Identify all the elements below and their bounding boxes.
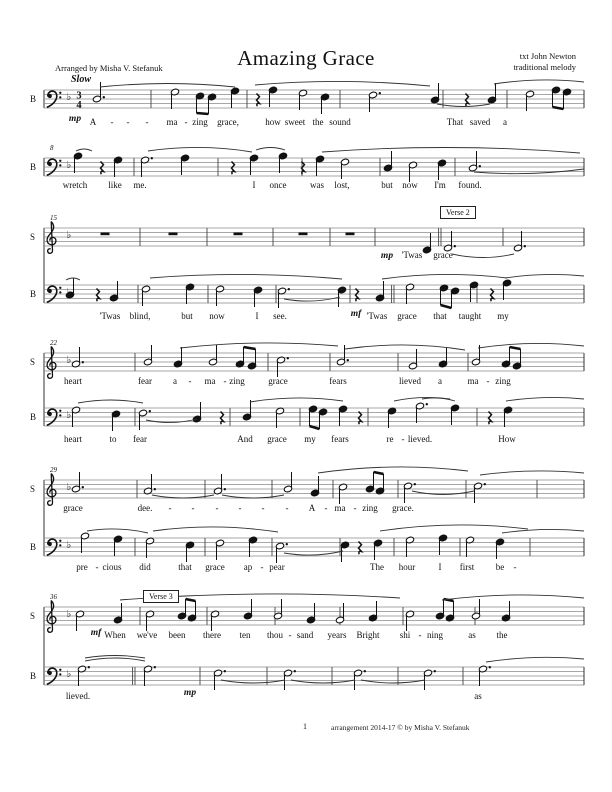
lyric-syllable: we've [136, 630, 158, 640]
lyric-syllable: ma [166, 117, 178, 127]
lyric-syllable: me. [133, 180, 147, 190]
lyric-syllable: grace [63, 503, 83, 513]
lyric-syllable: - [288, 630, 292, 640]
flat-sign: ♭ [66, 540, 72, 551]
lyric-syllable: grace. [392, 503, 414, 513]
lyric-syllable: pear [269, 562, 285, 572]
lyric-syllable: taught [458, 311, 482, 321]
verse-label: Verse 3 [143, 590, 179, 603]
lyric-syllable: thou [266, 630, 284, 640]
lyric-syllable: how [265, 117, 281, 127]
lyric-syllable: fear [138, 376, 152, 386]
staff-label: B [30, 542, 37, 552]
staff-label: B [30, 94, 37, 104]
lyric-syllable: - [353, 503, 357, 513]
lyric-syllable: hour [398, 562, 416, 572]
dynamic-marking: mp [183, 688, 197, 698]
lyric-syllable: I [252, 180, 256, 190]
lyric-syllable: fear [133, 434, 147, 444]
lyric-syllable: A [89, 117, 97, 127]
measure-number: 36 [50, 593, 57, 601]
lyric-syllable: - [110, 117, 114, 127]
lyric-syllable: like [108, 180, 122, 190]
lyric-syllable: but [181, 311, 193, 321]
staff-label: B [30, 412, 37, 422]
lyric-syllable: ma [467, 376, 479, 386]
copyright-footer: arrangement 2014-17 © by Misha V. Stefanuk [331, 723, 470, 732]
lyric-syllable: wretch [62, 180, 88, 190]
lyric-syllable: zing [362, 503, 378, 513]
flat-sign: ♭ [66, 482, 72, 493]
lyric-syllable: ning [426, 630, 444, 640]
lyric-syllable: I [255, 311, 259, 321]
lyric-syllable: to [109, 434, 117, 444]
lyric-syllable: When [104, 630, 126, 640]
dynamic-marking: mp [68, 114, 82, 124]
staff-label: S [30, 232, 36, 242]
arranger-credit: Arranged by Misha V. Stefanuk [55, 63, 163, 73]
lyric-syllable: heart [64, 434, 82, 444]
measure-number: 15 [50, 214, 57, 222]
time-signature-numerator: 3 [76, 90, 82, 102]
lyric-syllable: my [497, 311, 509, 321]
lyric-syllable: 'Twas [366, 311, 388, 321]
lyric-syllable: grace, [217, 117, 239, 127]
staff-label: S [30, 484, 36, 494]
lyric-syllable: zing [229, 376, 245, 386]
lyric-syllable: That [446, 117, 464, 127]
time-signature-denominator: 4 [76, 99, 82, 111]
lyric-syllable: - [418, 630, 422, 640]
dynamic-marking: mf [350, 309, 362, 319]
lyric-syllable: zing [495, 376, 511, 386]
lyric-syllable: lieved. [407, 434, 433, 444]
lyric-syllable: - [513, 562, 517, 572]
lyric-syllable: grace [397, 311, 417, 321]
lyric-syllable: re [386, 434, 394, 444]
lyric-syllable: - [260, 562, 264, 572]
lyric-syllable: the [496, 630, 508, 640]
lyric-syllable: - [486, 376, 490, 386]
lyric-syllable: grace [205, 562, 225, 572]
lyric-syllable: sweet [284, 117, 306, 127]
flat-sign: ♭ [66, 92, 72, 103]
lyric-syllable: - [191, 503, 195, 513]
lyric-syllable: - [168, 503, 172, 513]
lyric-syllable: ap [243, 562, 253, 572]
tempo-marking: Slow [71, 74, 92, 85]
measure-number: 29 [50, 466, 57, 474]
staff-label: B [30, 162, 37, 172]
lyric-syllable: the [312, 117, 324, 127]
verse-label: Verse 2 [440, 206, 476, 219]
lyric-syllable: heart [64, 376, 82, 386]
lyric-syllable: - [401, 434, 405, 444]
lyric-syllable: ma [204, 376, 216, 386]
lyric-syllable: 'Twas [401, 250, 423, 260]
lyric-syllable: was [310, 180, 324, 190]
dynamic-marking: mp [380, 251, 394, 261]
lyric-syllable: pre [76, 562, 88, 572]
flat-sign: ♭ [66, 609, 72, 620]
staff-label: S [30, 357, 36, 367]
lyric-syllable: zing [192, 117, 208, 127]
page-number: 1 [303, 722, 307, 731]
lyric-syllable: - [215, 503, 219, 513]
flat-sign: ♭ [66, 410, 72, 421]
credit-melody: traditional melody [513, 62, 576, 72]
lyric-syllable: I [438, 562, 442, 572]
lyric-syllable: grace [433, 250, 453, 260]
lyric-syllable: a [173, 376, 177, 386]
lyric-syllable: - [126, 117, 130, 127]
lyric-syllable: The [370, 562, 384, 572]
lyric-syllable: fears [331, 434, 349, 444]
lyric-syllable: - [188, 376, 192, 386]
lyric-syllable: blind, [129, 311, 151, 321]
lyric-syllable: - [223, 376, 227, 386]
lyric-syllable: - [145, 117, 149, 127]
staff-label: B [30, 289, 37, 299]
lyric-syllable: ma [334, 503, 346, 513]
lyric-syllable: shi [399, 630, 411, 640]
flat-sign: ♭ [66, 669, 72, 680]
lyric-syllable: lost, [334, 180, 350, 190]
lyric-syllable: now [402, 180, 418, 190]
lyric-syllable: did [139, 562, 151, 572]
lyric-syllable: cious [102, 562, 122, 572]
lyric-syllable: grace [268, 376, 288, 386]
lyric-syllable: a [503, 117, 507, 127]
lyric-syllable: - [261, 503, 265, 513]
lyric-syllable: sound [329, 117, 351, 127]
piece-title: Amazing Grace [237, 46, 375, 70]
lyric-syllable: ten [239, 630, 251, 640]
lyric-syllable: A [308, 503, 316, 513]
lyric-syllable: dee. [137, 503, 153, 513]
lyric-syllable: sand [296, 630, 314, 640]
flat-sign: ♭ [66, 230, 72, 241]
lyric-syllable: lieved [399, 376, 421, 386]
lyric-syllable: once [269, 180, 287, 190]
lyric-syllable: Bright [356, 630, 380, 640]
staff-label: B [30, 671, 37, 681]
lyric-syllable: now [209, 311, 225, 321]
lyric-syllable: first [459, 562, 475, 572]
lyric-syllable: - [95, 562, 99, 572]
staff-label: S [30, 611, 36, 621]
lyric-syllable: years [327, 630, 347, 640]
lyric-syllable: - [184, 117, 188, 127]
lyric-syllable: - [324, 503, 328, 513]
credit-lyricist: txt John Newton [519, 51, 576, 61]
lyric-syllable: I'm [434, 180, 446, 190]
flat-sign: ♭ [66, 160, 72, 171]
lyric-syllable: How [498, 434, 516, 444]
lyric-syllable: as [468, 630, 476, 640]
lyric-syllable: And [237, 434, 253, 444]
lyric-syllable: been [168, 630, 186, 640]
lyric-syllable: 'Twas [99, 311, 121, 321]
measure-number: 8 [50, 144, 54, 152]
lyric-syllable: - [238, 503, 242, 513]
lyric-syllable: fears [329, 376, 347, 386]
lyric-syllable: that [178, 562, 192, 572]
lyric-syllable: - [285, 503, 289, 513]
lyric-syllable: a [438, 376, 442, 386]
lyric-syllable: see. [273, 311, 287, 321]
lyric-syllable: lieved. [65, 691, 91, 701]
measure-number: 22 [50, 339, 57, 347]
flat-sign: ♭ [66, 355, 72, 366]
lyric-syllable: there [203, 630, 221, 640]
lyric-syllable: that [433, 311, 447, 321]
lyric-syllable: but [381, 180, 393, 190]
lyric-syllable: grace [267, 434, 287, 444]
lyric-syllable: found. [458, 180, 482, 190]
lyric-syllable: saved [469, 117, 491, 127]
lyric-syllable: be [495, 562, 505, 572]
lyric-syllable: as [474, 691, 482, 701]
dynamic-marking: mf [90, 628, 102, 638]
lyric-syllable: my [304, 434, 316, 444]
